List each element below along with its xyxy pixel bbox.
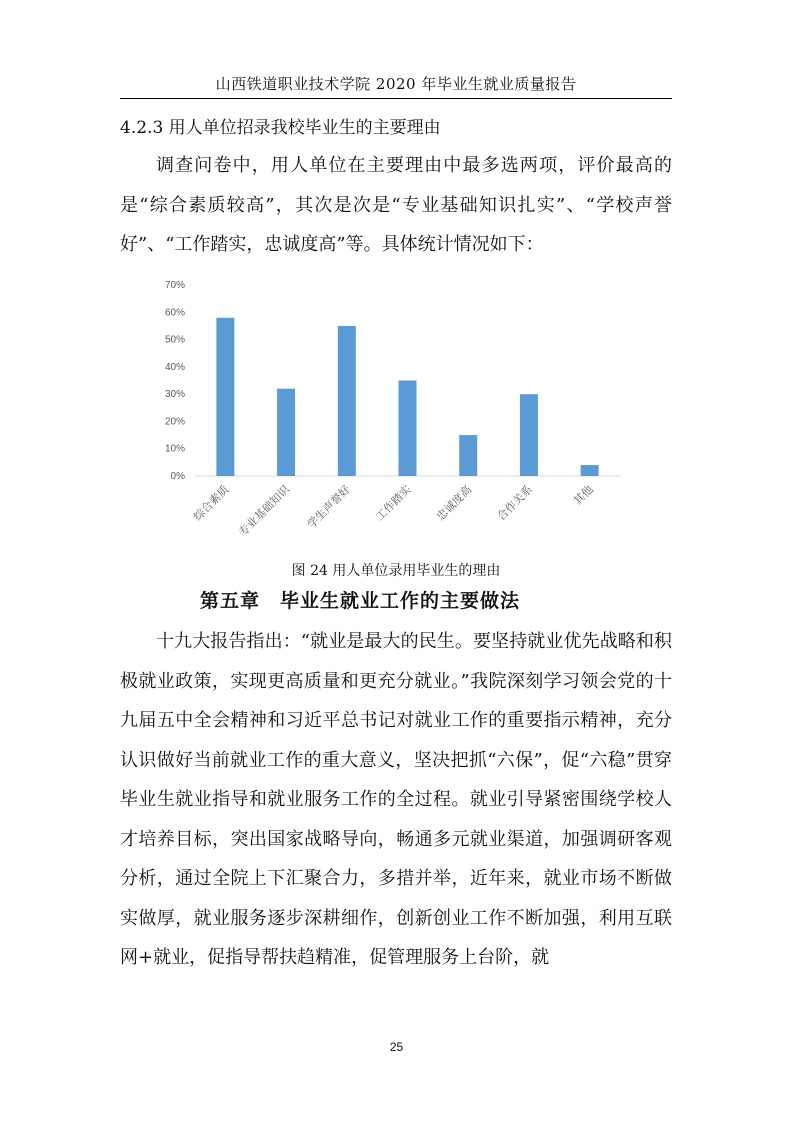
section-heading: 4.2.3 用人单位招录我校毕业生的主要理由 — [120, 118, 441, 138]
y-tick-label: 0% — [170, 471, 185, 482]
bar — [581, 465, 599, 476]
y-tick-label: 40% — [164, 361, 185, 373]
chapter-title: 第五章 毕业生就业工作的主要做法 — [200, 590, 521, 612]
x-tick-label: 合作关系 — [495, 483, 536, 524]
y-tick-label: 60% — [164, 307, 185, 319]
y-tick-label: 30% — [164, 389, 185, 401]
x-tick-label: 忠诚度高 — [434, 483, 475, 524]
bar-chart — [150, 268, 640, 558]
header-rule — [120, 98, 672, 99]
x-tick-label: 综合素质 — [191, 483, 232, 524]
bar — [277, 389, 295, 476]
bar — [216, 318, 234, 476]
bar — [338, 326, 356, 476]
y-tick-label: 10% — [164, 443, 185, 455]
x-tick-label: 工作踏实 — [374, 483, 414, 524]
y-tick-label: 20% — [164, 416, 185, 428]
y-tick-label: 50% — [164, 334, 185, 346]
x-tick-label: 专业基础知识 — [237, 483, 293, 539]
header-title: 山西铁道职业技术学院 2020 年毕业生就业质量报告 — [215, 75, 577, 93]
chart-svg — [150, 268, 640, 558]
bar — [399, 381, 417, 477]
bar — [520, 394, 538, 476]
bar — [459, 435, 477, 476]
y-tick-label: 70% — [164, 280, 185, 291]
figure-caption: 图 24 用人单位录用毕业生的理由 — [291, 563, 501, 579]
page-number: 25 — [389, 1040, 404, 1054]
intro-paragraph: 调查问卷中，用人单位在主要理由中最多选两项，评价最高的是“综合素质较高”，其次是次是“专业基础知识扎实”、“学校声誉好”、“工作踏实，忠诚度高”等。具体统计情况如下： — [120, 155, 672, 255]
body-paragraph: 十九大报告指出：“就业是最大的民生。要坚持就业优先战略和积极就业政策，实现更高质量和更充分就业。”我院深刻学习领会党的十九届五中全会精神和习近平总书记对就业工作的重要指示精神，充分认识做好当前就业工作的重大意义，坚决把抓“六保”，促“六稳”贯穿毕业生就业指导和就业服务工作的全过程。就业引导紧密围绕学校人才培养目标，突出国家战略导向，畅通多元就业渠道，加强调研客观分析，通过全院上下汇聚合力，多措并举，近年来，就业市场不断做实做厚，就业服务逐步深耕细作，创新创业工作不断加强，利用互联网+就业，促指导帮扶趋精准，促管理服务上台阶，就 — [120, 631, 672, 968]
x-tick-label: 学生声誉好 — [305, 483, 353, 532]
x-tick-label: 其他 — [571, 483, 596, 508]
